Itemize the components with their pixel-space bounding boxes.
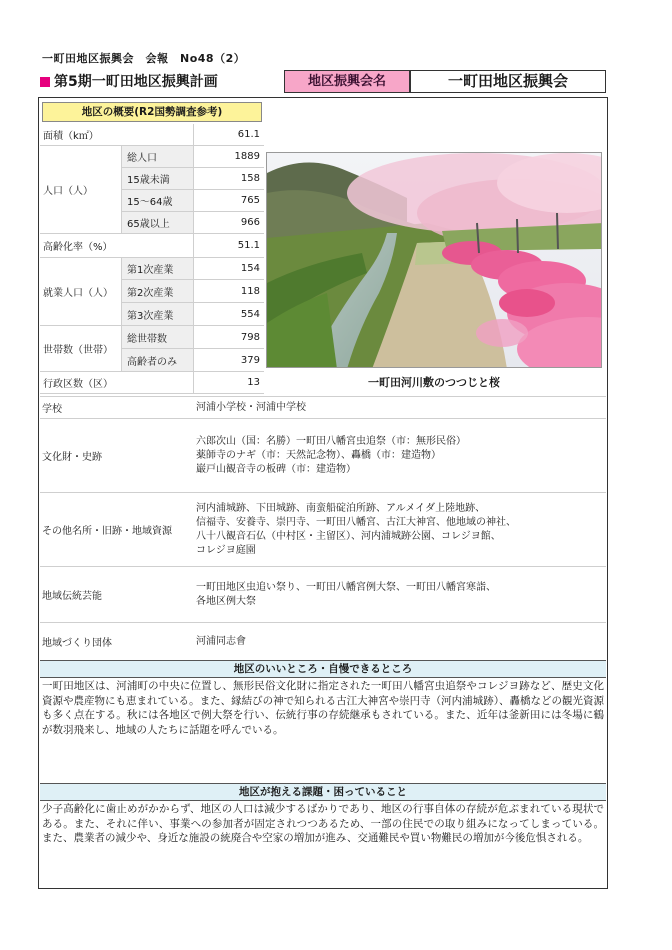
admin-districts-value: 13	[194, 372, 264, 394]
workers-label: 就業人口（人）	[40, 258, 122, 326]
population-sub-15-64: 15～64歳	[122, 190, 194, 212]
info-label: 文化財・史跡	[42, 452, 102, 463]
population-sub-under15: 15歳未満	[122, 168, 194, 190]
info-label: 地域伝統芸能	[42, 591, 102, 602]
population-sub-total: 総人口	[122, 146, 194, 168]
info-row-community-group	[40, 622, 606, 660]
info-label: 地域づくり団体	[42, 638, 112, 649]
info-value: 河浦同志會	[196, 635, 246, 647]
workers-primary-value: 154	[194, 258, 264, 280]
households-total-value: 798	[194, 326, 264, 349]
households-sub-elderly: 高齢者のみ	[122, 349, 194, 372]
area-value: 61.1	[194, 124, 264, 146]
aging-rate-value: 51.1	[194, 234, 264, 258]
issues-text: 少子高齢化に歯止めがかからず、地区の人口は減少するばかりであり、地区の行事自体の存続が危ぶまれている現状である。また、それに伴い、事業への参加者が固定されつつあるため、一部の住民での取り組みになってしまっている。また、農業者の減少や、身近な施設の統廃合や空家の増加が進み、交通難民や買い物難民の増加が今後危惧される。	[42, 803, 604, 844]
info-value: 六郎次山（国：名勝）一町田八幡宮虫追祭（市：無形民俗） 薬師寺のナギ（市：天然記念物）、轟橋（市：建造物） 巌戸山観音寺の板碑（市：建造物）	[196, 435, 466, 475]
plan-title-text: 第5期一町田地区振興計画	[54, 74, 218, 90]
info-value: 一町田地区虫追い祭り、一町田八幡宮例大祭、一町田八幡宮寒詣、 各地区例大祭	[196, 581, 496, 607]
info-label: その他名所・旧跡・地域資源	[42, 526, 172, 537]
workers-sub-tertiary: 第3次産業	[122, 303, 194, 326]
households-elderly-value: 379	[194, 349, 264, 372]
association-name-label: 地区振興会名	[284, 70, 410, 93]
population-under15-value: 158	[194, 168, 264, 190]
riverbank-photo	[266, 152, 602, 368]
admin-districts-label: 行政区数（区）	[40, 372, 194, 394]
info-row-cultural-assets	[40, 418, 606, 492]
info-label: 学校	[42, 404, 62, 415]
workers-sub-secondary: 第2次産業	[122, 280, 194, 303]
workers-secondary-value: 118	[194, 280, 264, 303]
workers-tertiary-value: 554	[194, 303, 264, 326]
info-row-school	[40, 396, 606, 418]
photo-caption: 一町田河川敷のつつじと桜	[368, 376, 500, 389]
workers-sub-primary: 第1次産業	[122, 258, 194, 280]
population-65plus-value: 966	[194, 212, 264, 234]
info-row-traditional-arts	[40, 566, 606, 622]
issues-heading: 地区が抱える課題・困っていること	[40, 783, 606, 801]
aging-rate-label: 高齢化率（%）	[40, 234, 194, 258]
pride-heading: 地区のいいところ・自慢できるところ	[40, 660, 606, 678]
population-total-value: 1889	[194, 146, 264, 168]
households-sub-total: 総世帯数	[122, 326, 194, 349]
population-15-64-value: 765	[194, 190, 264, 212]
info-value: 河浦小学校・河浦中学校	[196, 401, 306, 413]
info-value: 河内浦城跡、下田城跡、南蛮船碇泊所跡、アルメイダ上陸地跡、 信福寺、安養寺、崇円寺、一町田八幡宮、古江大神宮、他地域の神社、 八十八観音石仏（中村区・主留区）、河内浦城跡公園、コレジヨ館、 コレジヨ庭園	[196, 502, 516, 556]
plan-title	[40, 71, 218, 91]
area-label: 面積（k㎡）	[40, 124, 194, 146]
riverbank-azalea-cherry-image	[267, 153, 602, 368]
association-name-value: 一町田地区振興会	[410, 70, 606, 93]
info-row-landmarks	[40, 492, 606, 566]
pink-square-icon	[40, 77, 50, 87]
overview-heading: 地区の概要(R2国勢調査参考)	[42, 102, 262, 122]
pride-text: 一町田地区は、河浦町の中央に位置し、無形民俗文化財に指定された一町田八幡宮虫追祭やコレジヨ跡など、歴史文化資源や農産物にも恵まれている。また、縁結びの神で知られる古江大神宮や崇円寺（河内浦城跡）、轟橋などの観光資源も多く点在する。秋には各地区で例大祭を行い、伝統行事の存続継承もされている。また、近年は釜新田には冬場に鶴が数羽飛来し、地域の人たちに話題を呼んでいる。	[42, 680, 604, 736]
households-label: 世帯数（世帯）	[40, 326, 122, 372]
newsletter-header: 一町田地区振興会 会報 No48（2）	[42, 52, 246, 65]
population-label: 人口（人）	[40, 146, 122, 234]
population-sub-65plus: 65歳以上	[122, 212, 194, 234]
